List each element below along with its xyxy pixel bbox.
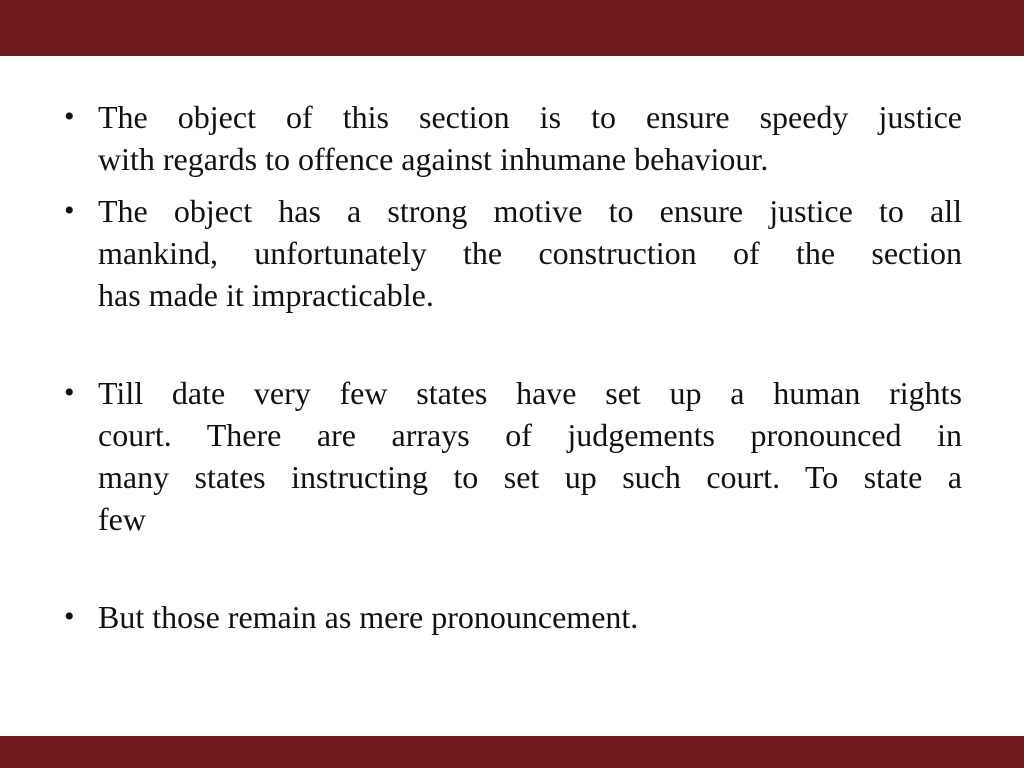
bullet-text-line: mankind, unfortunately the construction of the section [98, 235, 962, 271]
bullet-text-line: has made it impracticable. [98, 277, 434, 313]
top-accent-bar [0, 0, 1024, 56]
bullet-text-line: court. There are arrays of judgements pronounced in [98, 417, 962, 453]
bullet-list [62, 96, 962, 638]
bullet-text [98, 372, 962, 540]
bullet-dot-icon: • [64, 194, 75, 227]
bullet-dot-icon: • [64, 600, 75, 633]
bullet-dot-icon: • [64, 376, 75, 409]
bullet-text [98, 96, 962, 180]
bottom-accent-bar [0, 736, 1024, 768]
bullet-text-line: few [98, 501, 146, 537]
bullet-text-line: But those remain as mere pronouncement. [98, 599, 639, 635]
bullet-item [62, 96, 962, 180]
bullet-item [62, 190, 962, 316]
bullet-text-line: with regards to offence against inhumane behaviour. [98, 141, 769, 177]
bullet-text-line: Till date very few states have set up a human rights [98, 375, 962, 411]
bullet-text [98, 596, 962, 638]
bullet-item [62, 596, 962, 638]
bullet-dot-icon: • [64, 100, 75, 133]
bullet-text-line: many states instructing to set up such court. To state a [98, 459, 962, 495]
slide-body [62, 96, 962, 638]
bullet-text-line: The object of this section is to ensure speedy justice [98, 99, 962, 135]
bullet-text [98, 190, 962, 316]
bullet-item [62, 372, 962, 540]
bullet-text-line: The object has a strong motive to ensure justice to all [98, 193, 962, 229]
